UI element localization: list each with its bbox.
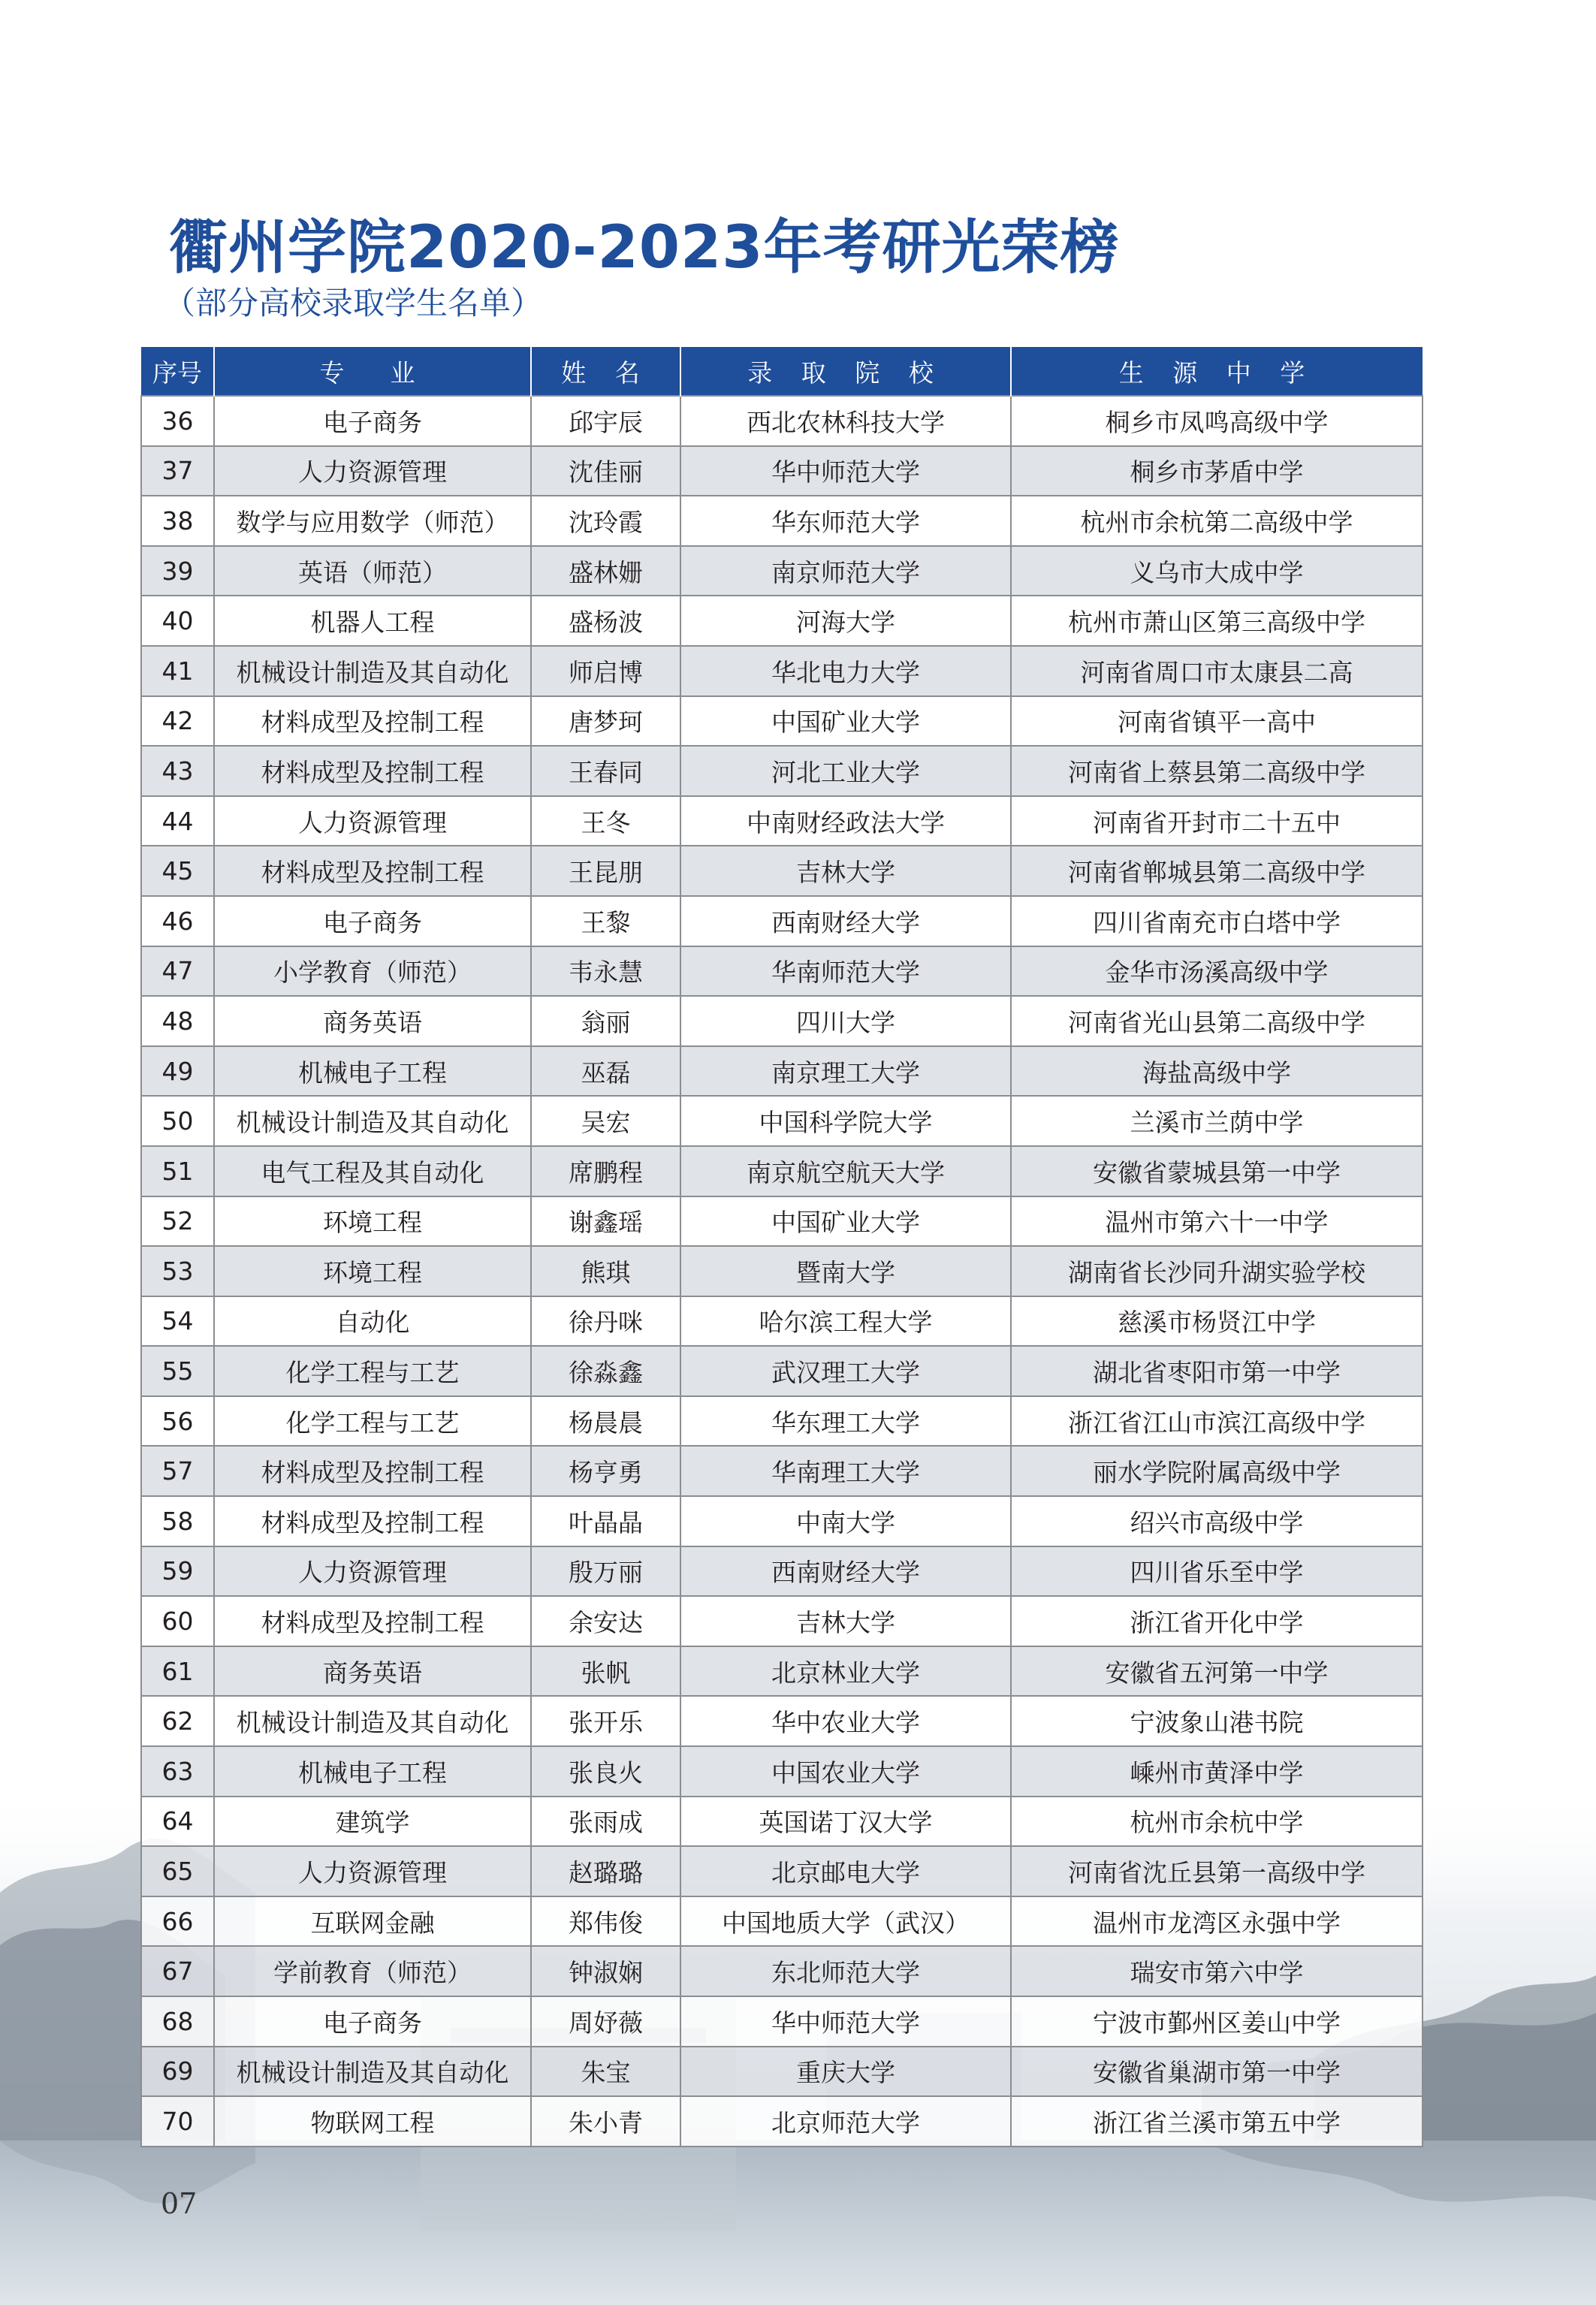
major-cell: 材料成型及控制工程 bbox=[214, 746, 531, 796]
major-cell: 商务英语 bbox=[214, 1646, 531, 1697]
major-cell: 人力资源管理 bbox=[214, 1546, 531, 1597]
table-row bbox=[141, 496, 1423, 546]
table-row bbox=[141, 1096, 1423, 1146]
major-cell: 电子商务 bbox=[214, 396, 531, 446]
high-school-cell: 桐乡市茅盾中学 bbox=[1011, 446, 1423, 496]
major-cell: 互联网金融 bbox=[214, 1896, 531, 1947]
index-cell: 56 bbox=[141, 1396, 214, 1447]
table-row bbox=[141, 1146, 1423, 1196]
page-subtitle: （部分高校录取学生名单） bbox=[164, 285, 543, 321]
page-title: 衢州学院2020-2023年考研光荣榜 bbox=[169, 214, 1120, 282]
university-cell: 华中农业大学 bbox=[680, 1696, 1011, 1746]
major-cell: 建筑学 bbox=[214, 1797, 531, 1847]
major-cell: 英语（师范） bbox=[214, 546, 531, 596]
student-name-cell: 余安达 bbox=[531, 1596, 680, 1646]
column-header-index: 序号 bbox=[141, 347, 214, 396]
index-cell: 60 bbox=[141, 1596, 214, 1646]
university-cell: 重庆大学 bbox=[680, 2047, 1011, 2097]
university-cell: 河海大学 bbox=[680, 596, 1011, 646]
major-cell: 材料成型及控制工程 bbox=[214, 1596, 531, 1646]
table-row bbox=[141, 1346, 1423, 1396]
university-cell: 中国地质大学（武汉） bbox=[680, 1896, 1011, 1947]
major-cell: 机械电子工程 bbox=[214, 1746, 531, 1797]
student-name-cell: 王春同 bbox=[531, 746, 680, 796]
high-school-cell: 杭州市余杭中学 bbox=[1011, 1797, 1423, 1847]
university-cell: 东北师范大学 bbox=[680, 1946, 1011, 1996]
university-cell: 吉林大学 bbox=[680, 846, 1011, 896]
high-school-cell: 兰溪市兰荫中学 bbox=[1011, 1096, 1423, 1146]
student-name-cell: 唐梦珂 bbox=[531, 696, 680, 747]
index-cell: 64 bbox=[141, 1797, 214, 1847]
index-cell: 66 bbox=[141, 1896, 214, 1947]
index-cell: 45 bbox=[141, 846, 214, 896]
table-row bbox=[141, 1696, 1423, 1746]
table-row bbox=[141, 1896, 1423, 1947]
student-name-cell: 张开乐 bbox=[531, 1696, 680, 1746]
major-cell: 人力资源管理 bbox=[214, 1846, 531, 1896]
table-row bbox=[141, 1746, 1423, 1797]
university-cell: 南京航空航天大学 bbox=[680, 1146, 1011, 1196]
student-name-cell: 钟淑娴 bbox=[531, 1946, 680, 1996]
admission-table bbox=[140, 347, 1423, 2147]
table-row bbox=[141, 1596, 1423, 1646]
table-row bbox=[141, 996, 1423, 1046]
major-cell: 化学工程与工艺 bbox=[214, 1396, 531, 1447]
major-cell: 环境工程 bbox=[214, 1196, 531, 1247]
university-cell: 中国农业大学 bbox=[680, 1746, 1011, 1797]
table-row bbox=[141, 596, 1423, 646]
university-cell: 西南财经大学 bbox=[680, 1546, 1011, 1597]
column-header-major: 专 业 bbox=[214, 347, 531, 396]
index-cell: 40 bbox=[141, 596, 214, 646]
student-name-cell: 周妤薇 bbox=[531, 1996, 680, 2047]
index-cell: 48 bbox=[141, 996, 214, 1046]
index-cell: 70 bbox=[141, 2096, 214, 2147]
high-school-cell: 宁波市鄞州区姜山中学 bbox=[1011, 1996, 1423, 2047]
index-cell: 69 bbox=[141, 2047, 214, 2097]
index-cell: 51 bbox=[141, 1146, 214, 1196]
major-cell: 自动化 bbox=[214, 1296, 531, 1347]
high-school-cell: 浙江省江山市滨江高级中学 bbox=[1011, 1396, 1423, 1447]
major-cell: 环境工程 bbox=[214, 1246, 531, 1296]
major-cell: 材料成型及控制工程 bbox=[214, 846, 531, 896]
table-row bbox=[141, 1046, 1423, 1097]
major-cell: 电气工程及其自动化 bbox=[214, 1146, 531, 1196]
student-name-cell: 盛林姗 bbox=[531, 546, 680, 596]
university-cell: 中南大学 bbox=[680, 1496, 1011, 1546]
table-row bbox=[141, 546, 1423, 596]
table-row bbox=[141, 696, 1423, 747]
student-name-cell: 翁丽 bbox=[531, 996, 680, 1046]
index-cell: 38 bbox=[141, 496, 214, 546]
table-row bbox=[141, 2096, 1423, 2147]
student-name-cell: 杨晨晨 bbox=[531, 1396, 680, 1447]
student-name-cell: 邱宇辰 bbox=[531, 396, 680, 446]
student-name-cell: 沈佳丽 bbox=[531, 446, 680, 496]
high-school-cell: 杭州市萧山区第三高级中学 bbox=[1011, 596, 1423, 646]
student-name-cell: 王昆朋 bbox=[531, 846, 680, 896]
index-cell: 54 bbox=[141, 1296, 214, 1347]
university-cell: 暨南大学 bbox=[680, 1246, 1011, 1296]
high-school-cell: 河南省开封市二十五中 bbox=[1011, 796, 1423, 846]
university-cell: 哈尔滨工程大学 bbox=[680, 1296, 1011, 1347]
major-cell: 小学教育（师范） bbox=[214, 946, 531, 997]
university-cell: 华中师范大学 bbox=[680, 446, 1011, 496]
university-cell: 中南财经政法大学 bbox=[680, 796, 1011, 846]
student-name-cell: 师启博 bbox=[531, 646, 680, 696]
student-name-cell: 张帆 bbox=[531, 1646, 680, 1697]
index-cell: 42 bbox=[141, 696, 214, 747]
table-row bbox=[141, 746, 1423, 796]
high-school-cell: 丽水学院附属高级中学 bbox=[1011, 1446, 1423, 1496]
major-cell: 人力资源管理 bbox=[214, 796, 531, 846]
table-row bbox=[141, 446, 1423, 496]
student-name-cell: 赵璐璐 bbox=[531, 1846, 680, 1896]
high-school-cell: 河南省沈丘县第一高级中学 bbox=[1011, 1846, 1423, 1896]
table-body bbox=[141, 396, 1423, 2147]
student-name-cell: 沈玲霞 bbox=[531, 496, 680, 546]
column-header-university: 录 取 院 校 bbox=[680, 347, 1011, 396]
index-cell: 57 bbox=[141, 1446, 214, 1496]
university-cell: 北京师范大学 bbox=[680, 2096, 1011, 2147]
high-school-cell: 浙江省兰溪市第五中学 bbox=[1011, 2096, 1423, 2147]
high-school-cell: 海盐高级中学 bbox=[1011, 1046, 1423, 1097]
student-name-cell: 席鹏程 bbox=[531, 1146, 680, 1196]
table-row bbox=[141, 1496, 1423, 1546]
major-cell: 电子商务 bbox=[214, 1996, 531, 2047]
student-name-cell: 谢鑫瑶 bbox=[531, 1196, 680, 1247]
table-row bbox=[141, 1946, 1423, 1996]
index-cell: 50 bbox=[141, 1096, 214, 1146]
major-cell: 学前教育（师范） bbox=[214, 1946, 531, 1996]
student-name-cell: 杨亨勇 bbox=[531, 1446, 680, 1496]
index-cell: 44 bbox=[141, 796, 214, 846]
table-row bbox=[141, 1446, 1423, 1496]
university-cell: 华北电力大学 bbox=[680, 646, 1011, 696]
index-cell: 65 bbox=[141, 1846, 214, 1896]
index-cell: 47 bbox=[141, 946, 214, 997]
column-header-high-school: 生 源 中 学 bbox=[1011, 347, 1423, 396]
major-cell: 电子商务 bbox=[214, 896, 531, 946]
table-row bbox=[141, 1246, 1423, 1296]
table-row bbox=[141, 1296, 1423, 1347]
high-school-cell: 慈溪市杨贤江中学 bbox=[1011, 1296, 1423, 1347]
table-header-row bbox=[141, 347, 1423, 396]
student-name-cell: 巫磊 bbox=[531, 1046, 680, 1097]
student-name-cell: 郑伟俊 bbox=[531, 1896, 680, 1947]
student-name-cell: 韦永慧 bbox=[531, 946, 680, 997]
major-cell: 化学工程与工艺 bbox=[214, 1346, 531, 1396]
table-row bbox=[141, 896, 1423, 946]
major-cell: 人力资源管理 bbox=[214, 446, 531, 496]
table-row bbox=[141, 1646, 1423, 1697]
major-cell: 机械设计制造及其自动化 bbox=[214, 2047, 531, 2097]
student-name-cell: 殷万丽 bbox=[531, 1546, 680, 1597]
table-row bbox=[141, 1797, 1423, 1847]
major-cell: 物联网工程 bbox=[214, 2096, 531, 2147]
table-row bbox=[141, 1996, 1423, 2047]
student-name-cell: 王黎 bbox=[531, 896, 680, 946]
index-cell: 67 bbox=[141, 1946, 214, 1996]
student-name-cell: 朱宝 bbox=[531, 2047, 680, 2097]
high-school-cell: 义乌市大成中学 bbox=[1011, 546, 1423, 596]
major-cell: 材料成型及控制工程 bbox=[214, 1446, 531, 1496]
index-cell: 52 bbox=[141, 1196, 214, 1247]
high-school-cell: 金华市汤溪高级中学 bbox=[1011, 946, 1423, 997]
high-school-cell: 河南省周口市太康县二高 bbox=[1011, 646, 1423, 696]
university-cell: 武汉理工大学 bbox=[680, 1346, 1011, 1396]
university-cell: 华南理工大学 bbox=[680, 1446, 1011, 1496]
major-cell: 机械设计制造及其自动化 bbox=[214, 1696, 531, 1746]
student-name-cell: 吴宏 bbox=[531, 1096, 680, 1146]
high-school-cell: 河南省光山县第二高级中学 bbox=[1011, 996, 1423, 1046]
high-school-cell: 宁波象山港书院 bbox=[1011, 1696, 1423, 1746]
student-name-cell: 熊琪 bbox=[531, 1246, 680, 1296]
index-cell: 58 bbox=[141, 1496, 214, 1546]
university-cell: 华南师范大学 bbox=[680, 946, 1011, 997]
index-cell: 39 bbox=[141, 546, 214, 596]
index-cell: 41 bbox=[141, 646, 214, 696]
high-school-cell: 安徽省蒙城县第一中学 bbox=[1011, 1146, 1423, 1196]
index-cell: 53 bbox=[141, 1246, 214, 1296]
high-school-cell: 安徽省五河第一中学 bbox=[1011, 1646, 1423, 1697]
university-cell: 中国矿业大学 bbox=[680, 1196, 1011, 1247]
university-cell: 西北农林科技大学 bbox=[680, 396, 1011, 446]
index-cell: 55 bbox=[141, 1346, 214, 1396]
student-name-cell: 叶晶晶 bbox=[531, 1496, 680, 1546]
university-cell: 北京林业大学 bbox=[680, 1646, 1011, 1697]
high-school-cell: 河南省上蔡县第二高级中学 bbox=[1011, 746, 1423, 796]
student-name-cell: 朱小青 bbox=[531, 2096, 680, 2147]
major-cell: 数学与应用数学（师范） bbox=[214, 496, 531, 546]
high-school-cell: 嵊州市黄泽中学 bbox=[1011, 1746, 1423, 1797]
university-cell: 中国科学院大学 bbox=[680, 1096, 1011, 1146]
major-cell: 商务英语 bbox=[214, 996, 531, 1046]
university-cell: 华中师范大学 bbox=[680, 1996, 1011, 2047]
high-school-cell: 浙江省开化中学 bbox=[1011, 1596, 1423, 1646]
high-school-cell: 湖南省长沙同升湖实验学校 bbox=[1011, 1246, 1423, 1296]
index-cell: 68 bbox=[141, 1996, 214, 2047]
index-cell: 37 bbox=[141, 446, 214, 496]
student-name-cell: 徐淼鑫 bbox=[531, 1346, 680, 1396]
page-number: 07 bbox=[161, 2187, 198, 2220]
high-school-cell: 湖北省枣阳市第一中学 bbox=[1011, 1346, 1423, 1396]
major-cell: 机器人工程 bbox=[214, 596, 531, 646]
high-school-cell: 河南省郸城县第二高级中学 bbox=[1011, 846, 1423, 896]
high-school-cell: 温州市第六十一中学 bbox=[1011, 1196, 1423, 1247]
table-row bbox=[141, 1546, 1423, 1597]
university-cell: 南京理工大学 bbox=[680, 1046, 1011, 1097]
table-row bbox=[141, 646, 1423, 696]
student-name-cell: 盛杨波 bbox=[531, 596, 680, 646]
table-row bbox=[141, 796, 1423, 846]
university-cell: 英国诺丁汉大学 bbox=[680, 1797, 1011, 1847]
table-row bbox=[141, 846, 1423, 896]
index-cell: 46 bbox=[141, 896, 214, 946]
major-cell: 机械设计制造及其自动化 bbox=[214, 1096, 531, 1146]
university-cell: 中国矿业大学 bbox=[680, 696, 1011, 747]
index-cell: 63 bbox=[141, 1746, 214, 1797]
student-name-cell: 张良火 bbox=[531, 1746, 680, 1797]
high-school-cell: 桐乡市凤鸣高级中学 bbox=[1011, 396, 1423, 446]
major-cell: 机械电子工程 bbox=[214, 1046, 531, 1097]
university-cell: 西南财经大学 bbox=[680, 896, 1011, 946]
high-school-cell: 四川省南充市白塔中学 bbox=[1011, 896, 1423, 946]
column-header-name: 姓 名 bbox=[531, 347, 680, 396]
table-row bbox=[141, 946, 1423, 997]
table-row bbox=[141, 1846, 1423, 1896]
high-school-cell: 杭州市余杭第二高级中学 bbox=[1011, 496, 1423, 546]
university-cell: 吉林大学 bbox=[680, 1596, 1011, 1646]
index-cell: 61 bbox=[141, 1646, 214, 1697]
university-cell: 北京邮电大学 bbox=[680, 1846, 1011, 1896]
university-cell: 南京师范大学 bbox=[680, 546, 1011, 596]
high-school-cell: 四川省乐至中学 bbox=[1011, 1546, 1423, 1597]
index-cell: 43 bbox=[141, 746, 214, 796]
university-cell: 华东理工大学 bbox=[680, 1396, 1011, 1447]
university-cell: 华东师范大学 bbox=[680, 496, 1011, 546]
university-cell: 四川大学 bbox=[680, 996, 1011, 1046]
major-cell: 材料成型及控制工程 bbox=[214, 1496, 531, 1546]
student-name-cell: 徐丹咪 bbox=[531, 1296, 680, 1347]
table-row bbox=[141, 2047, 1423, 2097]
student-name-cell: 王冬 bbox=[531, 796, 680, 846]
major-cell: 材料成型及控制工程 bbox=[214, 696, 531, 747]
table-row bbox=[141, 1396, 1423, 1447]
table-row bbox=[141, 1196, 1423, 1247]
high-school-cell: 温州市龙湾区永强中学 bbox=[1011, 1896, 1423, 1947]
high-school-cell: 河南省镇平一高中 bbox=[1011, 696, 1423, 747]
high-school-cell: 瑞安市第六中学 bbox=[1011, 1946, 1423, 1996]
high-school-cell: 安徽省巢湖市第一中学 bbox=[1011, 2047, 1423, 2097]
major-cell: 机械设计制造及其自动化 bbox=[214, 646, 531, 696]
index-cell: 49 bbox=[141, 1046, 214, 1097]
university-cell: 河北工业大学 bbox=[680, 746, 1011, 796]
student-name-cell: 张雨成 bbox=[531, 1797, 680, 1847]
index-cell: 62 bbox=[141, 1696, 214, 1746]
table-row bbox=[141, 396, 1423, 446]
high-school-cell: 绍兴市高级中学 bbox=[1011, 1496, 1423, 1546]
index-cell: 59 bbox=[141, 1546, 214, 1597]
index-cell: 36 bbox=[141, 396, 214, 446]
